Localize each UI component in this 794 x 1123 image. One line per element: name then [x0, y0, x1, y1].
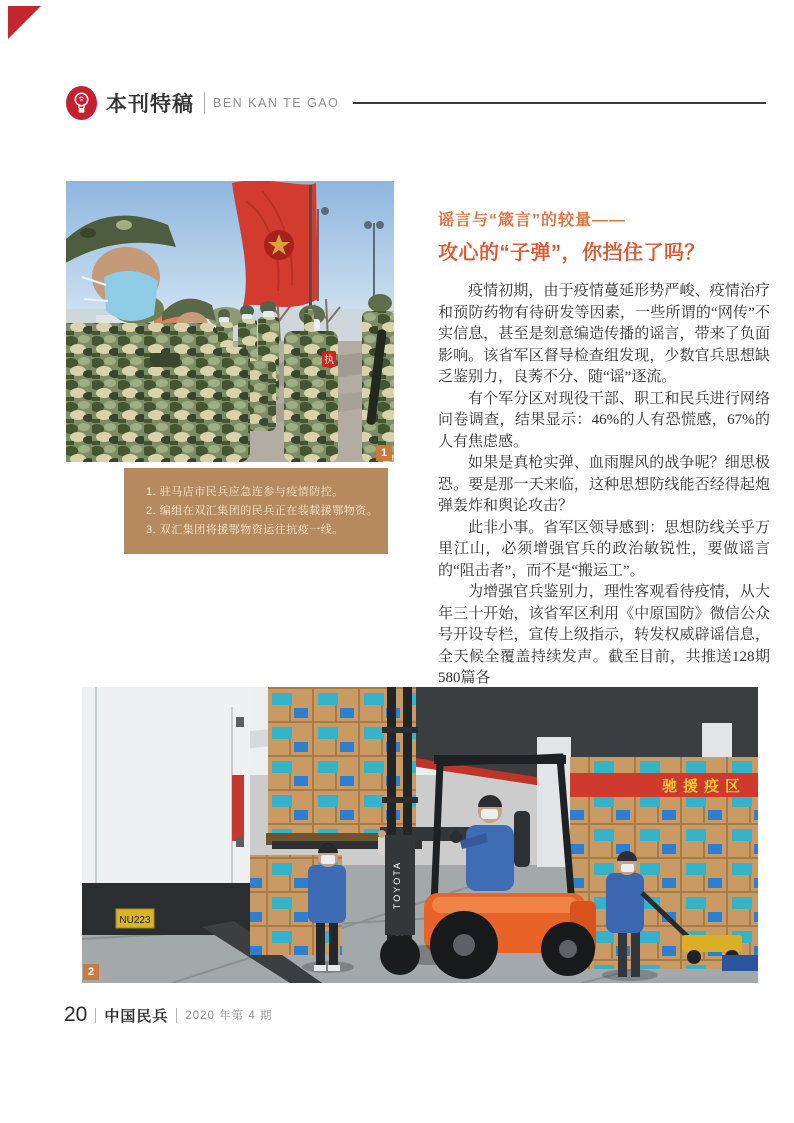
- article-column: [438, 207, 770, 690]
- section-header: [66, 84, 766, 122]
- lightbulb-icon: [66, 86, 97, 120]
- article-heading-line1: 谣言与“箴言”的较量——: [438, 212, 627, 229]
- license-plate-text: NU223: [119, 915, 151, 926]
- article-paragraph: 为增强官兵鉴别力，理性客观看待疫情，从大年三十开始，该省军区利用《中原国防》微信公众号开设专栏，宣传上级指示，转发权威辟谣信息，全天候全覆盖持续发声。截至目前，共推送128期580篇各: [438, 584, 770, 686]
- caption-line-3: 3. 双汇集团将援鄂物资运往抗疫一线。: [146, 524, 344, 536]
- magazine-name: 中国民兵: [104, 1007, 169, 1025]
- caption-line-2: 2. 编组在双汇集团的民兵正在装载援鄂物资。: [146, 505, 379, 517]
- article-paragraph: 此非小事。省军区领导感到：思想防线关乎万里江山，必须增强官兵的政治敏锐性，要做谣言的“阻击者”，而不是“搬运工”。: [438, 519, 770, 579]
- header-divider: [204, 92, 205, 114]
- footer-divider: [95, 1008, 96, 1023]
- article-heading-line2: 攻心的“子弹”，你挡住了吗？: [438, 242, 705, 264]
- forklift-brand-text: TOYOTA: [392, 860, 402, 910]
- section-subtitle: BEN KAN TE GAO: [213, 96, 340, 110]
- banner-text: 驰援疫区: [661, 778, 746, 795]
- page-footer: [64, 1003, 272, 1027]
- header-rule: [353, 102, 766, 104]
- article-paragraph: 如果是真枪实弹、血雨腥风的战争呢？细思极恐。要是那一天来临，这种思想防线能否经得起炮弹轰炸和舆论攻击？: [438, 455, 770, 514]
- armband-text: 执: [324, 355, 334, 366]
- caption-line-1: 1. 驻马店市民兵应急连参与疫情防控。: [146, 486, 344, 498]
- section-title: 本刊特稿: [106, 93, 194, 116]
- photo2-number-badge: 2: [83, 964, 99, 980]
- photo-forklift-loading: [82, 687, 758, 983]
- article-paragraph: 有个军分区对现役干部、职工和民兵进行网络问卷调查，结果显示：46%的人有恐慌感，67%的人有焦虑感。: [438, 390, 770, 450]
- photo-caption-box: [124, 468, 388, 554]
- article-body: [438, 281, 770, 690]
- photo-militia-inspection: [66, 181, 394, 462]
- photo2-illustration: [82, 687, 758, 983]
- photo1-number-badge: 1: [376, 445, 392, 461]
- article-paragraph: 疫情初期，由于疫情蔓延形势严峻、疫情治疗和预防药物有待研发等因素，一些所谓的“网传”不实信息，甚至是刻意编造传播的谣言，带来了负面影响。该省军区督导检查组发现，少数官兵思想缺乏鉴别力，良莠不分、随“谣”逐流。: [438, 283, 770, 385]
- corner-fold-decoration: [8, 6, 41, 39]
- issue-label: 2020 年第 4 期: [185, 1010, 273, 1022]
- photo1-illustration: [66, 181, 394, 462]
- page-number: 20: [64, 1003, 88, 1026]
- footer-divider: [176, 1008, 177, 1023]
